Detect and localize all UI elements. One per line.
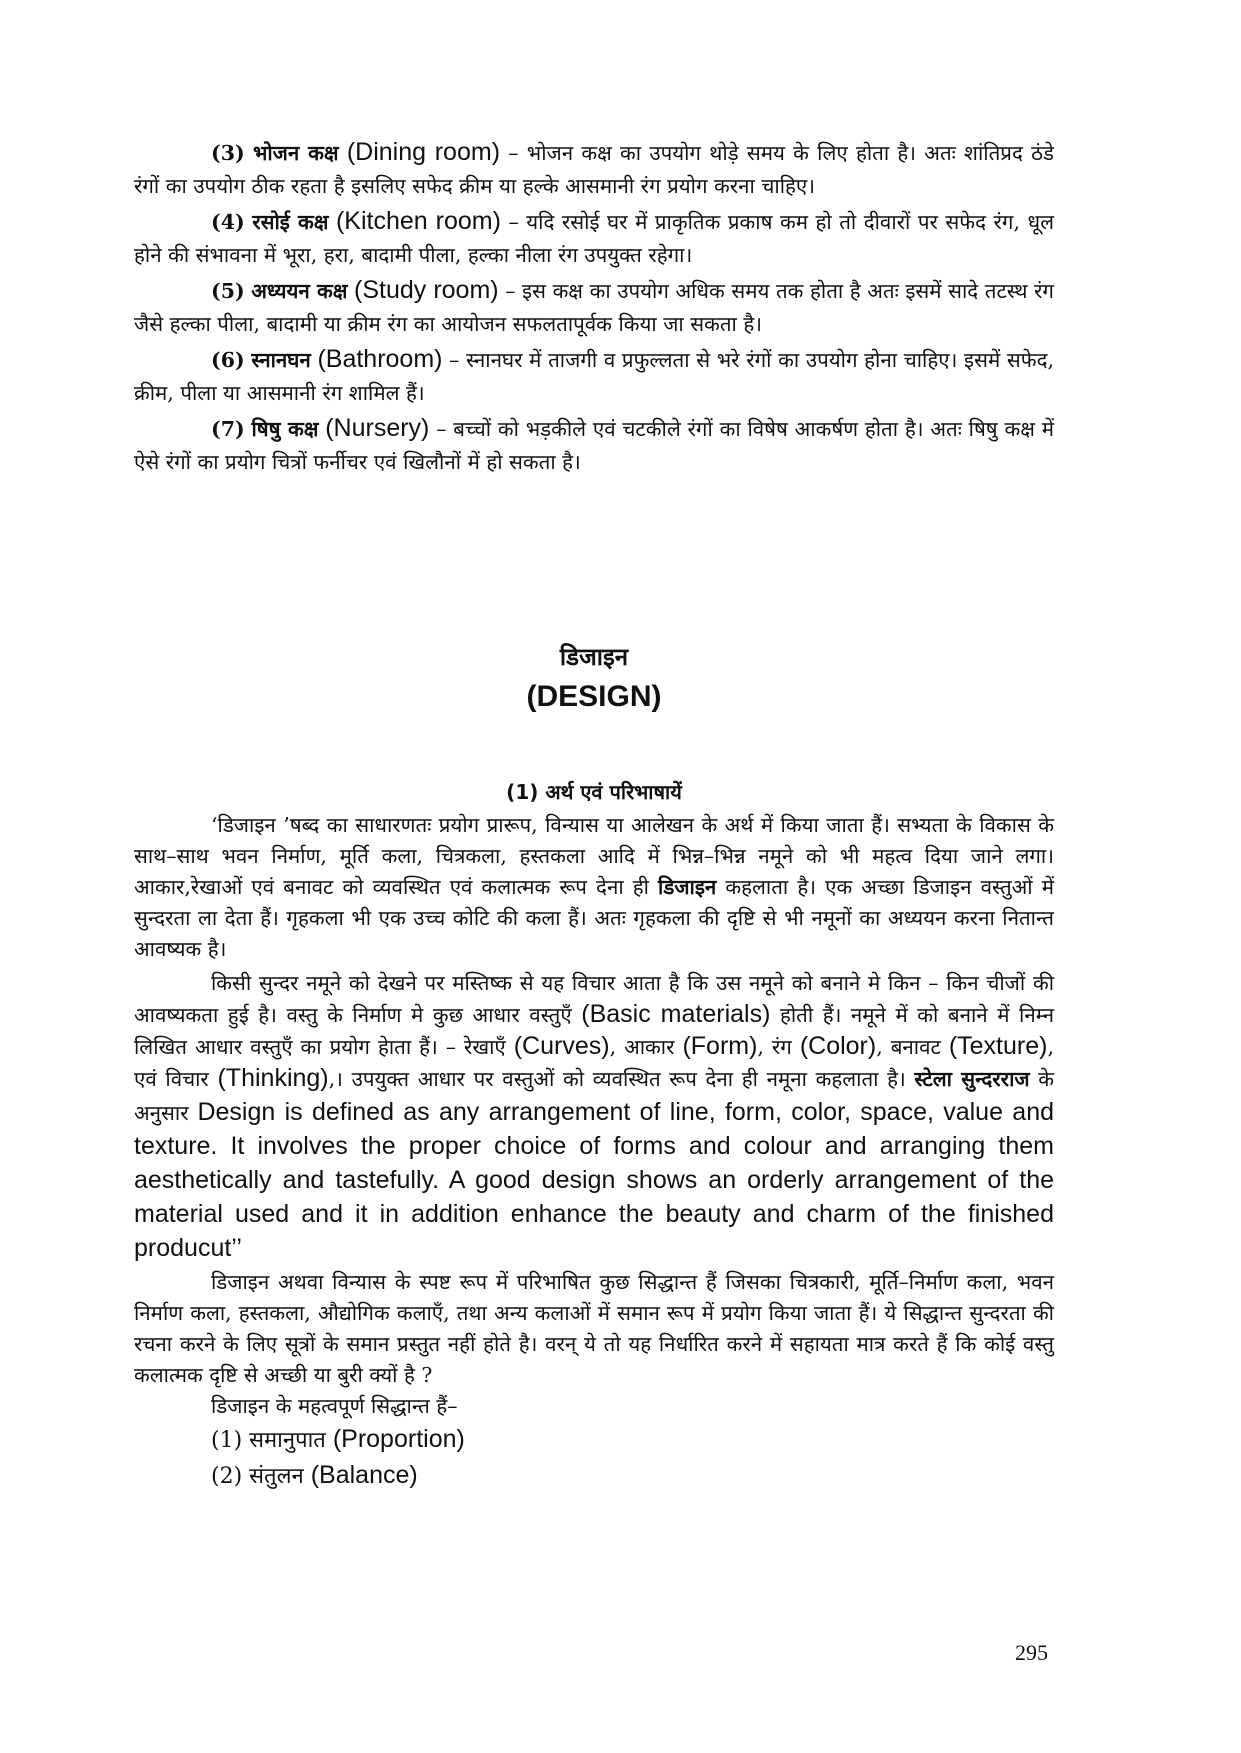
room-description: – यदि रसोई घर में प्राकृतिक प्रकाष कम हो तो दीवारों पर सफेद रंग, धूल होने की संभावना में भूरा, हरा, बादामी पीला, हल्का नीला रंग उपयुक्त रहेगा।	[134, 210, 1054, 267]
room-description: – भोजन कक्ष का उपयोग थोड़े समय के लिए होता है। अतः शांतिप्रद ठंडे रंगों का उपयोग ठीक रहता है इसलिए सफेद क्रीम या हल्के आसमानी रंग प्रयोग करना चाहिए।	[134, 141, 1054, 198]
paragraph-bold-term: डिजाइन	[658, 875, 717, 899]
english-term: (Form)	[682, 1032, 758, 1060]
author-name: स्टेला सुन्दरराज	[914, 1067, 1030, 1091]
room-paragraph	[134, 205, 1054, 272]
rooms-section	[134, 136, 1054, 481]
paragraph-text: , एवं विचार	[134, 1035, 1054, 1091]
definitions-section	[134, 810, 1054, 1494]
principle-item	[134, 1458, 1054, 1494]
paragraph-text: , आकार	[609, 1035, 683, 1059]
paragraph-text: के अनुसार	[134, 1067, 1054, 1125]
paragraph-text: , रंग	[757, 1035, 800, 1059]
paragraph-text: डिजाइन अथवा विन्यास के स्पष्ट रूप में परिभाषित कुछ सिद्धान्त हैं जिसका चित्रकारी, मूर्ति–निर्माण कला, भवन निर्माण कला, हस्तकला, औद्योगिक कलाएँ, तथा अन्य कलाओं में समान रूप में प्रयोग किया जाता हैं। ये सिद्धान्त सुन्दरता की रचना करने के लिए सूत्रों के समान प्रस्तुत नहीं होते है। वरन् ये तो यह निर्धारित करने में सहायता मात्र करते हैं कि कोई वस्तु कलात्मक दृष्टि से अच्छी या बुरी क्यों है ?	[134, 1270, 1054, 1387]
room-number: (7)	[211, 417, 245, 441]
room-number: (4)	[211, 210, 245, 234]
principle-english: (Balance)	[310, 1461, 418, 1489]
paragraph-text: ‘डिजाइन ’षब्द का साधारणतः प्रयोग प्रारूप, विन्यास या आलेखन के अर्थ में किया जाता हैं। सभ्यता के विकास के साथ–साथ भवन निर्माण, मूर्ति कला, चित्रकला, हस्तकला आदि में भिन्न–भिन्न नमूने को भी महत्व दिया जाने लगा। आकार,रेखाओं एवं बनावट को व्यवस्थित एवं कलात्मक रूप देना ही	[134, 813, 1054, 899]
principle-item	[134, 1422, 1054, 1458]
room-number: (5)	[211, 279, 245, 303]
room-paragraph	[134, 412, 1054, 479]
room-name-hindi: अध्ययन कक्ष	[251, 279, 348, 303]
section-subheading: (1) अर्थ एवं परिभाषायें	[506, 780, 682, 804]
paragraph-text: होती हैं। नमूने में को बनाने में निम्न लिखित आधार वस्तुएँ का प्रयोग हेाता हैं। – रेखाएँ	[134, 1003, 1054, 1059]
room-number: (6)	[211, 348, 245, 372]
paragraph-principles-intro	[134, 1267, 1054, 1391]
design-heading-hindi: डिजाइन	[559, 643, 629, 671]
room-paragraph	[134, 274, 1054, 341]
paragraph-meaning	[134, 810, 1054, 965]
room-paragraph	[134, 136, 1054, 203]
principles-intro: डिजाइन के महत्वपूर्ण सिद्धान्त हैं–	[211, 1394, 458, 1418]
principle-english: (Proportion)	[332, 1425, 465, 1453]
room-name-hindi: भोजन कक्ष	[252, 141, 339, 165]
english-term: (Thinking)	[217, 1064, 329, 1092]
paragraph-basic-materials	[134, 968, 1054, 1265]
room-name-hindi: षिषु कक्ष	[251, 417, 319, 441]
english-quote: Design is defined as any arrangement of line, form, color, space, value and texture. It involves the proper choice of forms and colour and arranging them aesthetically and tastefully. A good design shows an orderly arrangement of the material used and it in addition enhance the beauty and charm of the finished producut’’	[134, 1098, 1054, 1262]
room-name-english: (Dining room)	[346, 138, 501, 166]
english-term: (Color)	[799, 1032, 877, 1060]
paragraph-text: , बनावट	[876, 1035, 949, 1059]
room-name-english: (Study room)	[354, 276, 499, 304]
english-term: (Texture)	[948, 1032, 1048, 1060]
english-term: (Curves)	[513, 1032, 610, 1060]
paragraph-text: ,। उपयुक्त आधार पर वस्तुओं को व्यवस्थित रूप देना ही नमूना कहलाता है।	[328, 1067, 915, 1091]
room-paragraph	[134, 343, 1054, 410]
room-name-english: (Nursery)	[325, 414, 430, 442]
room-name-english: (Kitchen room)	[335, 207, 501, 235]
room-name-hindi: रसोई कक्ष	[252, 210, 329, 234]
room-description: – स्नानघर में ताजगी व प्रफुल्लता से भरे रंगों का उपयोग होना चाहिए। इसमें सफेद, क्रीम, पीला या आसमानी रंग शामिल हैं।	[134, 348, 1054, 405]
principle-hindi: (2) संतुलन	[211, 1464, 304, 1489]
room-description: – इस कक्ष का उपयोग अधिक समय तक होता है अतः इसमें सादे तटस्थ रंग जैसे हल्का पीला, बादामी या क्रीम रंग का आयोजन सफलतापूर्वक किया जा सकता है।	[134, 279, 1054, 336]
room-number: (3)	[211, 141, 245, 165]
room-name-hindi: स्नानघन	[251, 348, 311, 372]
english-term: (Basic materials)	[581, 1000, 771, 1028]
paragraph-text: किसी सुन्दर नमूने को देखने पर मस्तिष्क से यह विचार आता है कि उस नमूने को बनाने मे किन – किन चीजों की आवष्यकता हुई है। वस्तु के निर्माण मे कुछ आधार वस्तुएँ	[134, 971, 1054, 1027]
principle-hindi: (1) समानुपात	[211, 1428, 326, 1453]
room-name-english: (Bathroom)	[317, 345, 443, 373]
page-number: 295	[1015, 1640, 1048, 1665]
room-description: – बच्चों को भड़कीले एवं चटकीले रंगों का विषेष आकर्षण होता है। अतः षिषु कक्ष में ऐसे रंगों का प्रयोग चित्रों फर्नीचर एवं खिलौनों में हो सकता है।	[134, 417, 1054, 474]
paragraph-text: कहलाता है। एक अच्छा डिजाइन वस्तुओं में सुन्दरता ला देता हैं। गृहकला भी एक उच्च कोटि की कला हैं। अतः गृहकला की दृष्टि से भी नमूनों का अध्ययन करना नितान्त आवष्यक है।	[134, 875, 1055, 961]
design-heading-english: (DESIGN)	[526, 680, 662, 713]
